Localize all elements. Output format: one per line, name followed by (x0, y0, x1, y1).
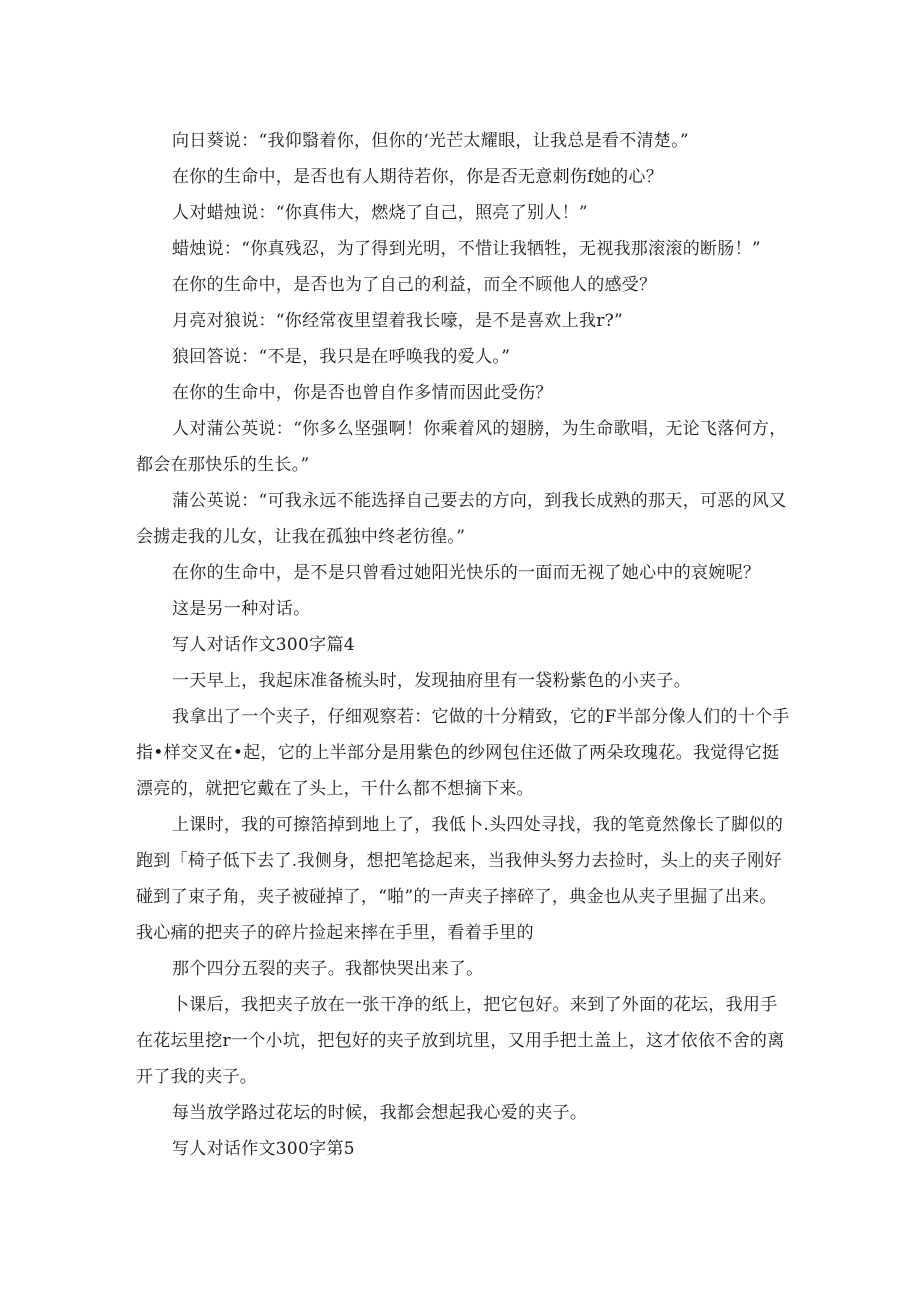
paragraph-question-4: 在你的生命中，是不是只曾看过她阳光快乐的一面而无视了她心中的哀婉呢？ (172, 563, 761, 583)
paragraph-dandelion-2: 蒲公英说：“可我永远不能选择自己要去的方向，到我长成熟的那天，可恶的风又会掳走我的儿女，让我在孤独中终老彷徨。” (136, 491, 787, 547)
paragraph-another-dialogue: 这是另一种对话。 (172, 599, 311, 619)
paragraph-moon: 月亮对狼说：“你经常夜里望着我长嚎，是不是喜欢上我r?” (172, 311, 624, 331)
paragraph-question-2: 在你的生命中，是否也为了自己的利益，而全不顾他人的感受？ (172, 275, 657, 295)
section-heading-5: 写人对话作文300字第5 (172, 1139, 355, 1159)
paragraph-morning: 一天早上，我起床准备梳头时，发现抽府里有一袋粉紫色的小夹子。 (172, 671, 691, 691)
paragraph-wolf: 狼回答说：“不是，我只是在呼唤我的爱人。” (172, 347, 511, 367)
paragraph-sunflower: 向日葵说：“我仰翳着你，但你的‘光芒太耀眼，让我总是看不清楚。” (172, 131, 689, 151)
paragraph-after-class: 卜课后，我把夹子放在一张干净的纸上，把它包好。来到了外面的花坛，我用手在花坛里挖r一个小坑，把包好的夹子放到坑里，又用手把土盖上，这才依依不舍的离开了我的夹子。 (136, 995, 785, 1087)
paragraph-dandelion-1: 人对蒲公英说：“你多么坚强啊！你乘着风的翅膀，为生命歌唱，无论飞落何方，都会在那快乐的生长。” (136, 419, 787, 475)
paragraph-candle-2: 蜡烛说：“你真残忍，为了得到光明，不惜让我牺牲，无视我那滚滚的断肠！” (172, 239, 761, 259)
paragraph-memory: 每当放学路过花坛的时候，我都会想起我心爱的夹子。 (172, 1103, 588, 1123)
paragraph-question-1: 在你的生命中，是否也有人期待若你，你是否无意刺伤f她的心？ (172, 167, 663, 187)
paragraph-broken-clip: 那个四分五裂的夹子。我都快哭出来了。 (172, 959, 484, 979)
paragraph-candle-1: 人对蜡烛说：“你真伟大，燃烧了自己，照亮了别人！” (172, 203, 588, 223)
paragraph-clip-description: 我拿出了一个夹子，仔细观察若：它做的十分精致，它的F半部分像人们的十个手指•样交叉在•起，它的上半部分是用紫色的纱网包住还做了两朵玫瑰花。我觉得它挺漂亮的，就把它戴在了头上，干什么都不想摘下来。 (136, 707, 790, 799)
paragraph-question-3: 在你的生命中，你是否也曾自作多情而因此受伤？ (172, 383, 553, 403)
section-heading-4: 写人对话作文300字篇4 (172, 635, 355, 655)
paragraph-class-accident: 上课时，我的可擦箔掉到地上了，我低卜.头四处寻找，我的笔竟然像长了脚似的跑到「椅子低下去了.我侧身，想把笔捻起来，当我伸头努力去捡时，头上的夹子刚好碰到了束子角，夹子被碰掉了，“啪”的一声夹子摔碎了，典金也从夹子里掘了出来。我心痛的把夹子的碎片捡起来摔在手里，看着手里的 (136, 815, 784, 943)
